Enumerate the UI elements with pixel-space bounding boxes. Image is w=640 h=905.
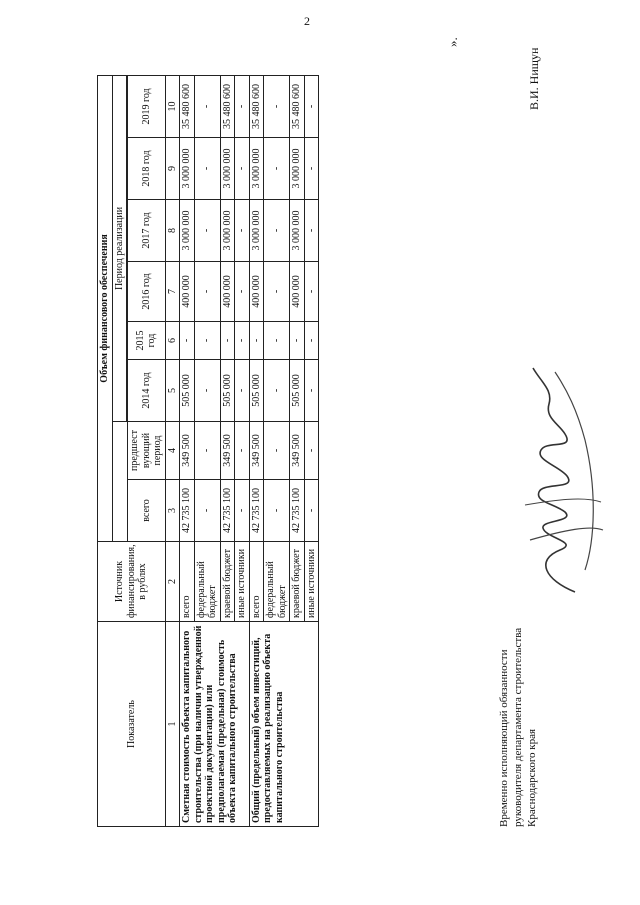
source-cell: иные источники <box>304 542 319 622</box>
col-year: 2014 год <box>128 360 166 422</box>
value-cell: 349 500 <box>220 422 235 480</box>
value-cell: 42 735 100 <box>180 480 195 542</box>
value-cell: 400 000 <box>249 262 264 322</box>
value-cell: 3 000 000 <box>180 200 195 262</box>
source-cell: краевой бюджет <box>290 542 305 622</box>
col-year: 2017 год <box>128 200 166 262</box>
value-cell: 3 000 000 <box>220 138 235 200</box>
value-cell: - <box>304 75 319 137</box>
value-cell: - <box>194 322 220 360</box>
col-number: 2 <box>165 542 180 622</box>
page-number: 2 <box>304 14 310 28</box>
header-indicator: Показатель <box>98 622 166 827</box>
header-top: Объем финансового обеспечения <box>98 75 113 541</box>
value-cell: - <box>290 322 305 360</box>
footer-line: руководителя департамента строительства <box>512 627 524 827</box>
value-cell: 42 735 100 <box>220 480 235 542</box>
value-cell: - <box>235 262 250 322</box>
handwritten-signature <box>505 360 615 600</box>
col-year: 2015 год <box>128 322 166 360</box>
value-cell: - <box>194 422 220 480</box>
table-row <box>180 31 195 826</box>
col-total: всего <box>128 480 166 542</box>
col-year: 2018 год <box>128 138 166 200</box>
value-cell: - <box>304 360 319 422</box>
col-number: 9 <box>165 138 180 200</box>
footer-signatory <box>497 628 539 827</box>
value-cell: - <box>235 360 250 422</box>
value-cell: - <box>235 422 250 480</box>
value-cell: 42 735 100 <box>249 480 264 542</box>
footer-line: Временно исполняющий обязанности <box>498 649 510 827</box>
source-cell: федеральный бюджет <box>194 542 220 622</box>
value-cell: - <box>194 200 220 262</box>
value-cell: 349 500 <box>180 422 195 480</box>
value-cell: 3 000 000 <box>180 138 195 200</box>
value-cell: - <box>264 200 290 262</box>
col-number: 7 <box>165 262 180 322</box>
signer-name: В.И. Нищун <box>527 47 541 110</box>
value-cell: 400 000 <box>220 262 235 322</box>
value-cell: 35 480 600 <box>249 75 264 137</box>
source-cell: краевой бюджет <box>220 542 235 622</box>
value-cell: - <box>235 75 250 137</box>
source-cell: иные источники <box>235 542 250 622</box>
value-cell: 3 000 000 <box>249 200 264 262</box>
value-cell: - <box>235 200 250 262</box>
col-number: 8 <box>165 200 180 262</box>
col-prev: предшест вующий период <box>128 422 166 480</box>
value-cell: 3 000 000 <box>220 200 235 262</box>
value-cell: - <box>264 262 290 322</box>
indicator-cell: Сметная стоимость объекта капитального строительства (при наличии утвержденной проектной документации) или предполагаемая (предельная) стоимость объекта капитального строительства <box>180 622 250 827</box>
value-cell: 35 480 600 <box>180 75 195 137</box>
value-cell: - <box>194 360 220 422</box>
table-row <box>249 31 264 826</box>
col-number: 1 <box>165 622 180 827</box>
value-cell: - <box>304 422 319 480</box>
value-cell: - <box>304 322 319 360</box>
value-cell: - <box>264 480 290 542</box>
value-cell: 400 000 <box>290 262 305 322</box>
source-cell: всего <box>180 542 195 622</box>
value-cell: - <box>194 262 220 322</box>
financing-table <box>97 31 319 827</box>
value-cell: - <box>194 75 220 137</box>
value-cell: - <box>304 200 319 262</box>
value-cell: 3 000 000 <box>249 138 264 200</box>
closing-mark: ». <box>445 37 460 47</box>
value-cell: 505 000 <box>180 360 195 422</box>
value-cell: 505 000 <box>290 360 305 422</box>
col-year: 2019 год <box>128 75 166 137</box>
col-year: 2016 год <box>128 262 166 322</box>
value-cell: - <box>264 360 290 422</box>
table-body <box>180 31 319 826</box>
value-cell: 349 500 <box>249 422 264 480</box>
value-cell: - <box>264 75 290 137</box>
value-cell: 35 480 600 <box>220 75 235 137</box>
header-source: Источник финансирования, в рублях <box>98 542 166 622</box>
source-cell: всего <box>249 542 264 622</box>
value-cell: 42 735 100 <box>290 480 305 542</box>
value-cell: - <box>249 322 264 360</box>
value-cell: - <box>194 138 220 200</box>
value-cell: 505 000 <box>249 360 264 422</box>
value-cell: - <box>304 262 319 322</box>
value-cell: - <box>264 138 290 200</box>
col-number: 6 <box>165 322 180 360</box>
col-number: 5 <box>165 360 180 422</box>
source-cell: федеральный бюджет <box>264 542 290 622</box>
value-cell: - <box>180 322 195 360</box>
col-number: 3 <box>165 480 180 542</box>
value-cell: - <box>235 322 250 360</box>
value-cell: 400 000 <box>180 262 195 322</box>
value-cell: 3 000 000 <box>290 138 305 200</box>
value-cell: 35 480 600 <box>290 75 305 137</box>
value-cell: - <box>264 322 290 360</box>
indicator-cell: Общий (предельный) объем инвестиций, предоставляемых на реализацию объекта капитального строительства <box>249 622 319 827</box>
col-number: 10 <box>165 75 180 137</box>
value-cell: 349 500 <box>290 422 305 480</box>
value-cell: - <box>304 138 319 200</box>
value-cell: - <box>264 422 290 480</box>
value-cell: - <box>194 480 220 542</box>
value-cell: 3 000 000 <box>290 200 305 262</box>
col-number: 4 <box>165 422 180 480</box>
value-cell: - <box>220 322 235 360</box>
value-cell: 505 000 <box>220 360 235 422</box>
value-cell: - <box>235 138 250 200</box>
value-cell: - <box>235 480 250 542</box>
header-period: Период реализации <box>112 75 127 421</box>
value-cell: - <box>304 480 319 542</box>
footer-line: Краснодарского края <box>526 728 538 827</box>
